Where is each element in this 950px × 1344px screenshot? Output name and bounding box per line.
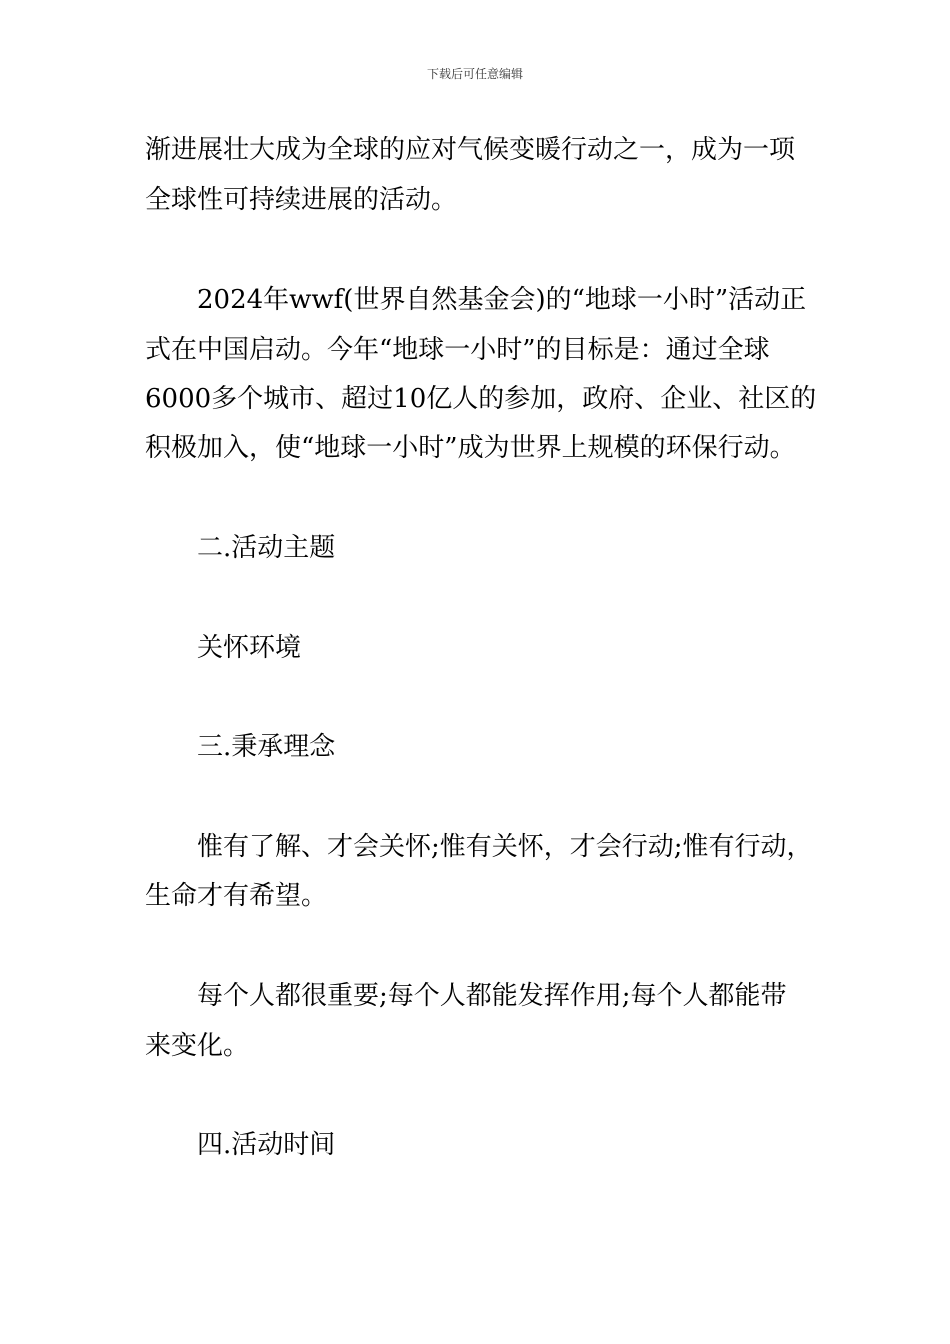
paragraph-line: 惟有了解、才会关怀;惟有关怀，才会行动;惟有行动， <box>197 832 813 862</box>
theme-text: 关怀环境 <box>197 633 302 663</box>
paragraph-line: 式在中国启动。今年“地球一小时”的目标是：通过全球 <box>145 335 770 365</box>
page-header: 下载后可任意编辑 <box>426 67 523 81</box>
paragraph-line: 渐进展壮大成为全球的应对气候变暖行动之一，成为一项 <box>145 135 796 165</box>
section-heading-philosophy: 三.秉承理念 <box>197 732 336 762</box>
paragraph-line: 生命才有希望。 <box>145 881 328 911</box>
paragraph-line: 来变化。 <box>145 1031 250 1061</box>
paragraph-line: 积极加入，使“地球一小时”成为世界上规模的环保行动。 <box>145 433 796 463</box>
paragraph-line: 每个人都很重要;每个人都能发挥作用;每个人都能带 <box>197 981 787 1011</box>
paragraph-line: 6000多个城市、超过10亿人的参加，政府、企业、社区的 <box>145 384 817 414</box>
section-heading-time: 四.活动时间 <box>197 1130 336 1160</box>
section-heading-theme: 二.活动主题 <box>197 533 336 563</box>
paragraph-line: 2024年wwf(世界自然基金会)的“地球一小时”活动正 <box>197 285 807 315</box>
paragraph-line: 全球性可持续进展的活动。 <box>145 185 458 215</box>
